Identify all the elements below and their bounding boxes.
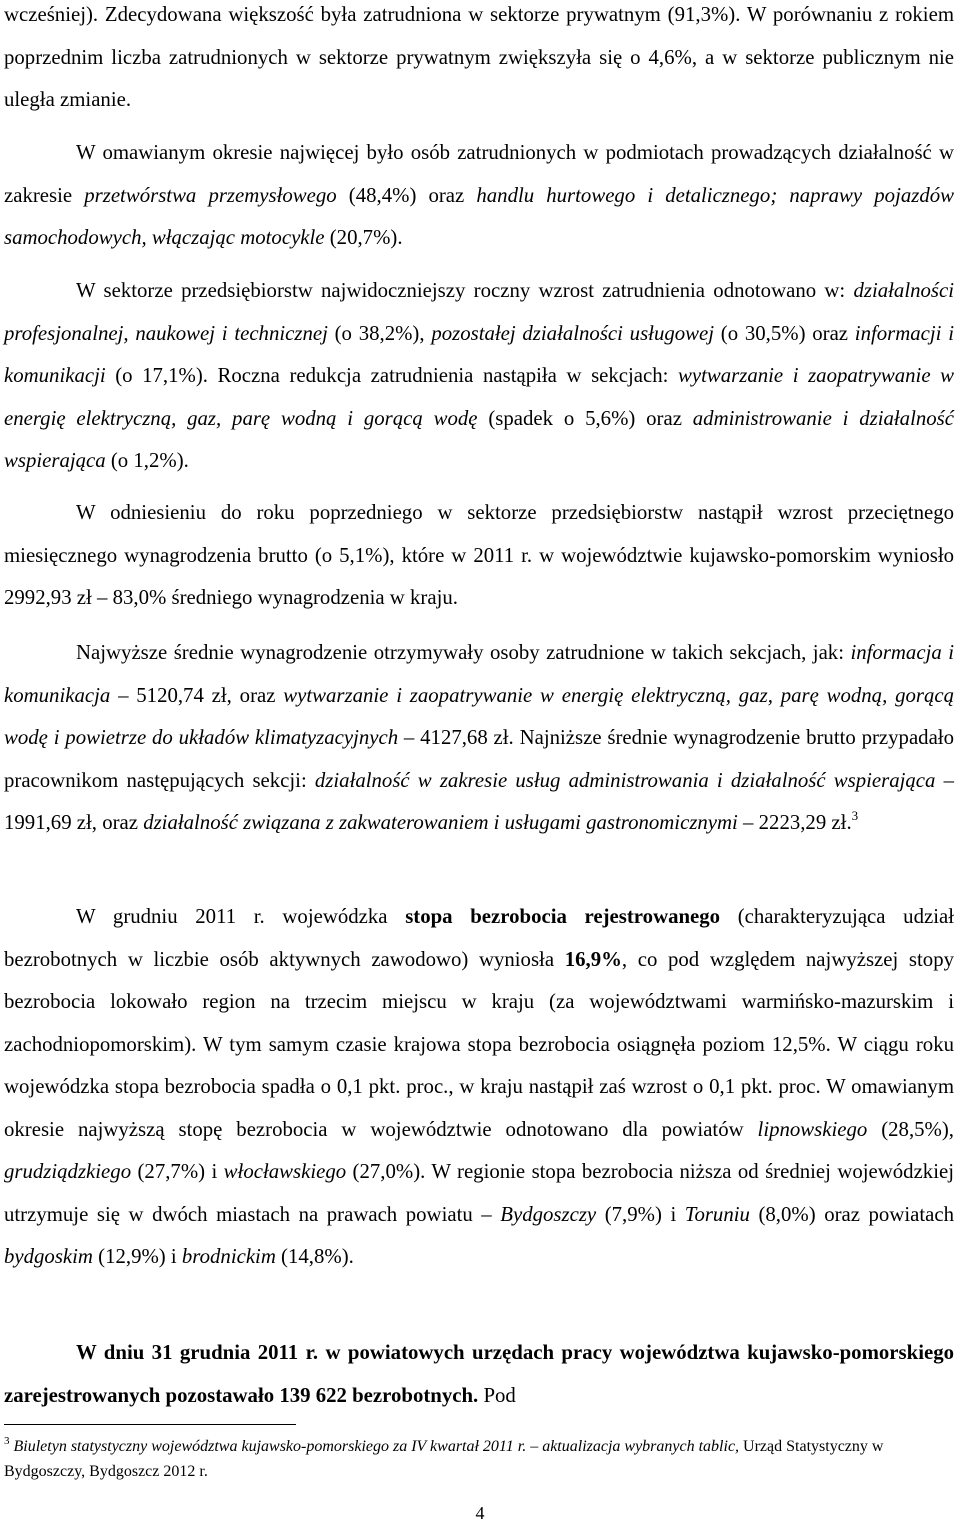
footnote-mark: 3 [4, 1435, 10, 1447]
bold-text: stopa bezrobocia rejestrowanego [405, 905, 721, 928]
text-run: (20,7%). [324, 226, 403, 249]
text-run: (7,9%) i [596, 1202, 685, 1226]
text-run: (28,5%), [867, 1117, 954, 1141]
text-run: (o 1,2%). [105, 449, 189, 472]
text-run: (o 38,2%), [327, 321, 432, 345]
paragraph-average-salary [4, 492, 954, 620]
text-run: W odniesieniu do roku poprzedniego w sektorze przedsiębiorstw nastąpił wzrost przeciętnego miesięcznego wynagrodzenia brutto (o 5,1%), które w 2011 r. w województwie kujawsko-pomorskim wyniosło 2992,93 zł – 83,0% średniego wynagrodzenia w kraju. [4, 501, 954, 609]
text-run: (27,0%). W regionie stopa bezrobocia niższa od średniej wojewódzkiej utrzymuje się w dwóch miastach na prawach powiatu – [4, 1160, 954, 1226]
italic-term: grudziądzkiego [4, 1160, 132, 1183]
text-run: – 4127,68 zł. Najniższe średnie wynagrodzenie brutto przypadało pracownikom następujących sekcji: [4, 726, 954, 792]
text-run: (spadek o 5,6%) oraz [477, 406, 693, 430]
italic-term: lipnowskiego [757, 1117, 868, 1141]
italic-term: bydgoskim [4, 1245, 93, 1268]
text-run: (48,4%) oraz [336, 183, 477, 207]
text-run: (27,7%) i [131, 1160, 224, 1183]
italic-term: włocławskiego [223, 1160, 347, 1183]
footnote-reference: 3 [851, 808, 859, 823]
footnote-separator [4, 1424, 296, 1425]
text-run: Najwyższe średnie wynagrodzenie otrzymywały osoby zatrudnione w takich sekcjach, jak: [76, 641, 851, 664]
text-run: – 1991,69 zł, oraz [4, 768, 954, 834]
italic-term: Toruniu [684, 1202, 750, 1226]
text-run: Urząd Statystyczny w Bydgoszczy, Bydgoszcz 2012 r. [4, 1438, 884, 1480]
footnote [4, 1434, 954, 1484]
italic-term: działalność związana z zakwaterowaniem i usługami gastronomicznymi [143, 811, 738, 834]
italic-term: wytwarzanie i zaopatrywanie w energię elektryczną, gaz, parę wodną, gorącą wodę i powietrze do układów klimatyzacyjnych [4, 683, 955, 749]
italic-term: informacji i komunikacji [4, 321, 954, 387]
page-number: 4 [475, 1503, 485, 1523]
footnote-text [4, 1438, 883, 1480]
paragraph-employment-growth [4, 270, 954, 483]
italic-term: Bydgoszczy [500, 1202, 597, 1226]
italic-term: brodnickim [181, 1245, 276, 1268]
text-run: (8,0%) oraz powiatach [749, 1202, 954, 1226]
italic-term: informacja i komunikacja [4, 641, 954, 707]
paragraph-employment-sectors-intro [4, 0, 954, 122]
italic-term: przetwórstwa przemysłowego [84, 183, 337, 207]
italic-term: Biuletyn statystyczny województwa kujawsko-pomorskiego za IV kwartał 2011 r. – aktualizacja wybranych tablic, [13, 1438, 740, 1455]
paragraph-registered-unemployed [4, 1332, 954, 1417]
text-run: – 5120,74 zł, oraz [110, 683, 284, 707]
text-run: Pod [478, 1383, 516, 1407]
bold-text: W dniu 31 grudnia 2011 r. w powiatowych urzędach pracy województwa kujawsko-pomorskiego zarejestrowanych pozostawało 139 622 bezrobotnych. [4, 1341, 954, 1407]
text-run: W omawianym okresie najwięcej było osób zatrudnionych w podmiotach prowadzących działalność w zakresie [4, 141, 954, 207]
paragraph-salary-by-section [4, 632, 954, 845]
text-run: (14,8%). [275, 1245, 354, 1268]
text-run: W grudniu 2011 r. wojewódzka [76, 905, 406, 928]
bold-text: 16,9% [564, 947, 622, 971]
text-run: (o 30,5%) oraz [714, 321, 855, 345]
paragraph-unemployment-rate [4, 896, 954, 1279]
text-run: , co pod względem najwyższej stopy bezrobocia lokowało region na trzecim miejscu w kraju (za województwami warmińsko-mazurskim i zachodniopomorskim). W tym samym czasie krajowa stopa bezrobocia osiągnęła poziom 12,5%. W ciągu roku wojewódzka stopa bezrobocia spadła o 0,1 pkt. proc., w kraju nastąpił zaś wzrost o 0,1 pkt. proc. W omawianym okresie najwyższą stopę bezrobocia w województwie odnotowano dla powiatów [4, 947, 954, 1141]
text-run: – 2223,29 zł. [737, 811, 852, 834]
text-run: W sektorze przedsiębiorstw najwidoczniejszy roczny wzrost zatrudnienia odnotowano w: [76, 279, 854, 302]
text-run: (o 17,1%). Roczna redukcja zatrudnienia nastąpiła w sekcjach: [105, 364, 679, 387]
text-run: wcześniej). Zdecydowana większość była zatrudniona w sektorze prywatnym (91,3%). W porównaniu z rokiem poprzednim liczba zatrudnionych w sektorze prywatnym zwiększyła się o 4,6%, a w sektorze publicznym nie uległa zmianie. [4, 3, 954, 111]
text-run: (charakteryzująca udział bezrobotnych w liczbie osób aktywnych zawodowo) wyniosła [4, 905, 954, 971]
italic-term: wytwarzanie i zaopatrywanie w energię elektryczną, gaz, parę wodną i gorącą wodę [4, 364, 954, 430]
italic-term: działalność w zakresie usług administrowania i działalność wspierająca [314, 768, 936, 792]
text-run: (12,9%) i [92, 1245, 182, 1268]
italic-term: administrowanie i działalność wspierająca [4, 406, 954, 472]
italic-term: działalności profesjonalnej, naukowej i technicznej [4, 279, 954, 345]
italic-term: pozostałej działalności usługowej [431, 321, 715, 345]
italic-term: handlu hurtowego i detalicznego; naprawy pojazdów samochodowych, włączając motocykle [4, 183, 955, 249]
paragraph-employment-by-section [4, 132, 954, 260]
